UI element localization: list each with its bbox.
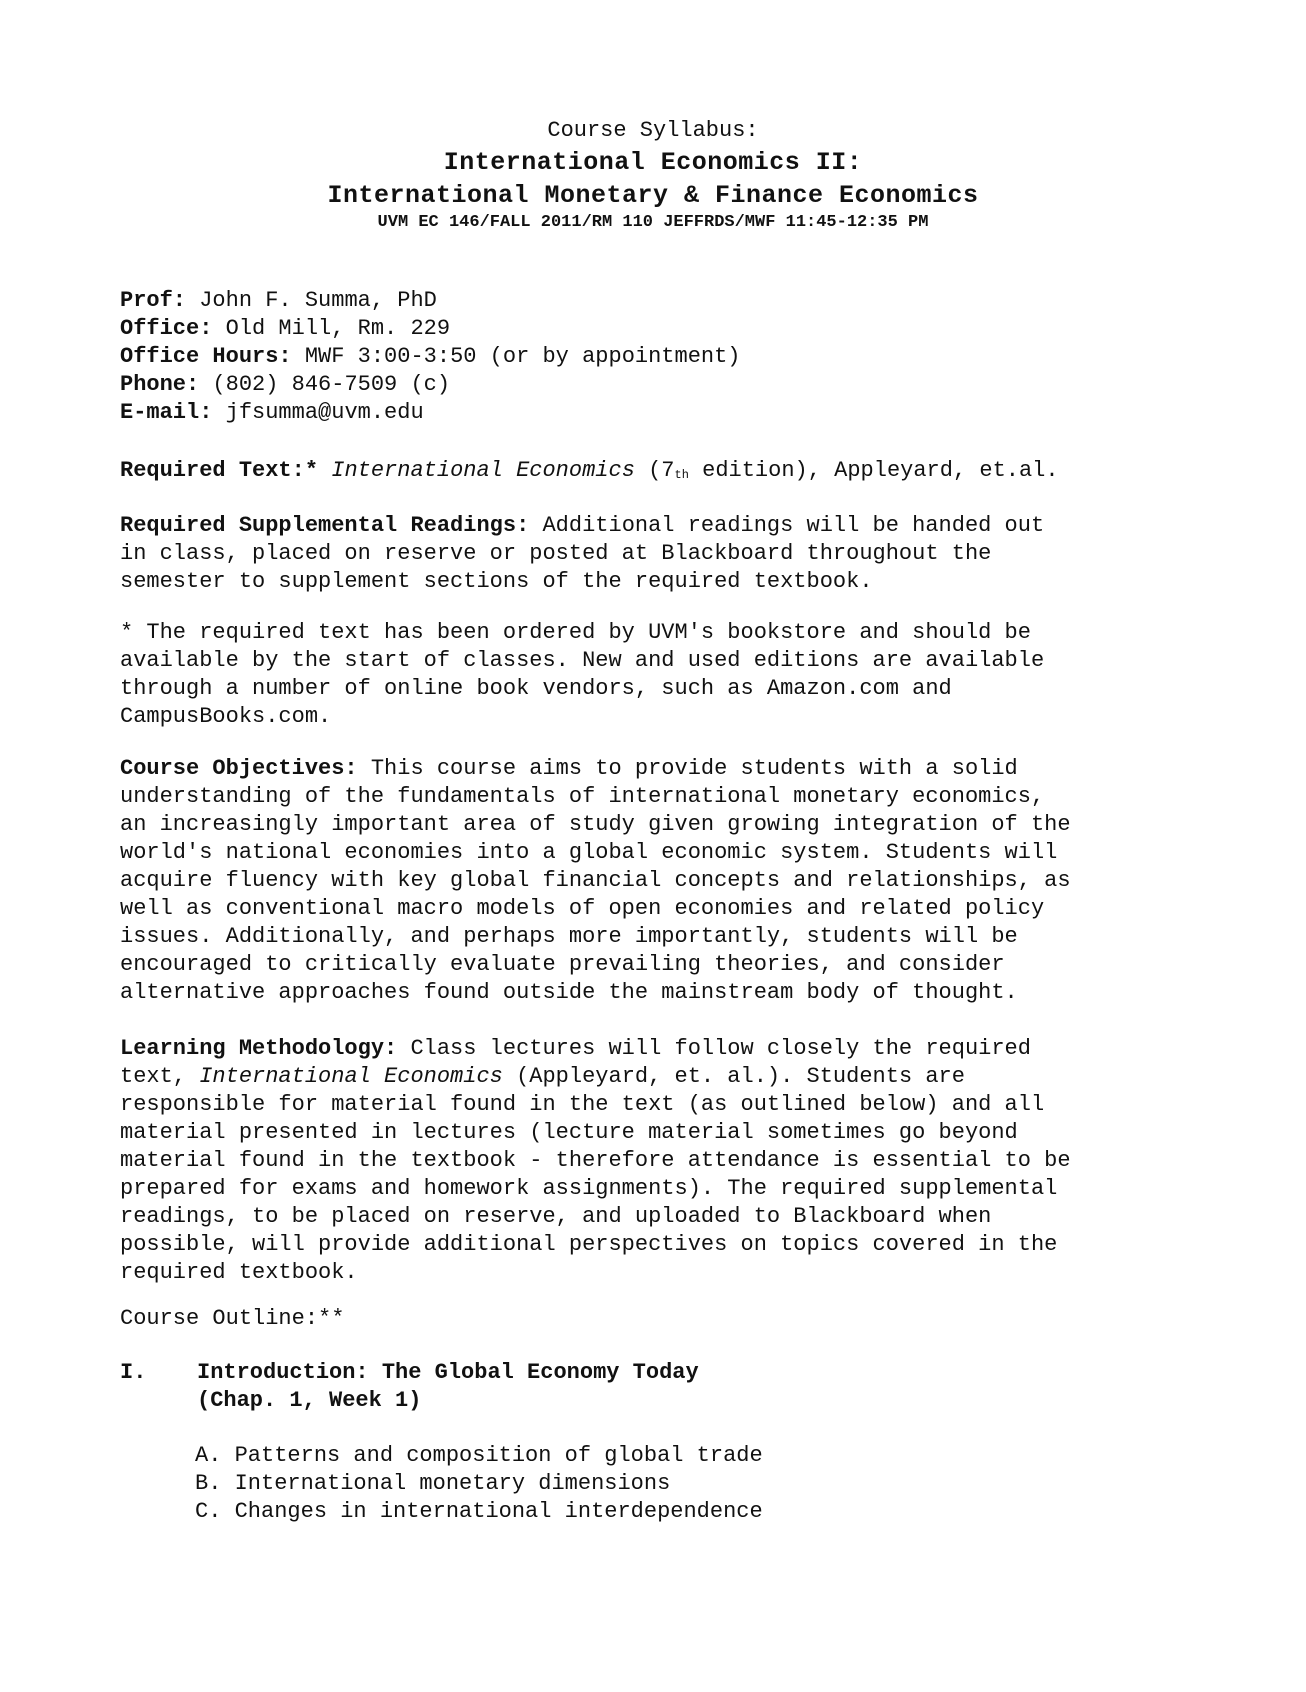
methodology-line-9: required textbook. <box>120 1260 358 1285</box>
methodology-line-1: Class lectures will follow closely the required <box>397 1036 1031 1061</box>
course-outline-heading <box>120 1305 1200 1333</box>
note-line-3: through a number of online book vendors, such as Amazon.com and <box>120 676 952 701</box>
methodology-line-5: material found in the textbook - therefore attendance is essential to be <box>120 1148 1071 1173</box>
email-value: jfsumma@uvm.edu <box>212 400 424 425</box>
objectives-line-6: well as conventional macro models of open economies and related policy <box>120 896 1045 921</box>
objectives-line-3: an increasingly important area of study given growing integration of the <box>120 812 1071 837</box>
note-line-1: * The required text has been ordered by UVM's bookstore and should be <box>120 620 1031 645</box>
note-line-4: CampusBooks.com. <box>120 704 332 729</box>
methodology-line-2-post: (Appleyard, et. al.). Students are <box>502 1064 965 1089</box>
phone-line <box>120 371 1200 399</box>
list-item: B. International monetary dimensions <box>195 1471 671 1496</box>
required-text-edition-sup: th <box>674 468 689 482</box>
section-1-subtitle: (Chap. 1, Week 1) <box>197 1388 422 1413</box>
prof-value: John F. Summa, PhD <box>186 288 437 313</box>
methodology-book-title: International Economics <box>199 1064 503 1089</box>
objectives-line-9: alternative approaches found outside the mainstream body of thought. <box>120 980 1018 1005</box>
header-course-subtitle: International Monetary & Finance Economics <box>327 181 979 210</box>
office-hours-value: MWF 3:00-3:50 (or by appointment) <box>291 344 741 369</box>
objectives-line-7: issues. Additionally, and perhaps more importantly, students will be <box>120 924 1018 949</box>
email-label: E-mail: <box>120 400 213 425</box>
bookstore-note-paragraph <box>120 619 1200 731</box>
outline-section-1-items <box>195 1442 1095 1526</box>
section-1-numeral: I. <box>120 1360 147 1385</box>
office-value: Old Mill, Rm. 229 <box>212 316 451 341</box>
methodology-line-7: readings, to be placed on reserve, and uploaded to Blackboard when <box>120 1204 992 1229</box>
methodology-line-6: prepared for exams and homework assignments). The required supplemental <box>120 1176 1058 1201</box>
office-hours-label: Office Hours: <box>120 344 292 369</box>
objectives-line-2: understanding of the fundamentals of international monetary economics, <box>120 784 1045 809</box>
objectives-line-4: world's national economies into a global economic system. Students will <box>120 840 1058 865</box>
course-outline-label: Course Outline:** <box>120 1306 345 1331</box>
office-hours-line <box>120 343 1200 371</box>
methodology-line-2-pre: text, <box>120 1064 200 1089</box>
phone-label: Phone: <box>120 372 200 397</box>
outline-section-1-heading <box>120 1359 1200 1387</box>
header-course-title: International Economics II: <box>443 148 863 177</box>
objectives-line-8: encouraged to critically evaluate prevailing theories, and consider <box>120 952 1005 977</box>
list-item: C. Changes in international interdependence <box>195 1499 763 1524</box>
outline-section-1-subtitle-block <box>197 1387 1097 1415</box>
objectives-line-5: acquire fluency with key global financial concepts and relationships, as <box>120 868 1071 893</box>
prof-line <box>120 287 1200 315</box>
supplemental-label: Required Supplemental Readings: <box>120 513 530 538</box>
header-course-syllabus: Course Syllabus: <box>547 118 759 143</box>
section-1-title: Introduction: The Global Economy Today <box>197 1360 699 1385</box>
required-text-paragraph <box>120 457 1200 489</box>
header-course-details: UVM EC 146/FALL 2011/RM 110 JEFFRDS/MWF 11:45-12:35 PM <box>377 213 929 232</box>
course-objectives-paragraph <box>120 755 1200 1007</box>
supplemental-line-2: in class, placed on reserve or posted at Blackboard throughout the <box>120 541 992 566</box>
required-text-edition-open: (7 <box>634 458 675 483</box>
phone-value: (802) 846-7509 (c) <box>199 372 451 397</box>
email-line <box>120 399 1200 427</box>
methodology-label: Learning Methodology: <box>120 1036 398 1061</box>
supplemental-line-1: Additional readings will be handed out <box>529 513 1045 538</box>
required-text-edition-close: edition), Appleyard, et.al. <box>688 458 1059 483</box>
office-label: Office: <box>120 316 213 341</box>
office-line <box>120 315 1200 343</box>
objectives-line-1: This course aims to provide students with a solid <box>357 756 1018 781</box>
contact-block <box>120 287 1200 427</box>
list-item: A. Patterns and composition of global trade <box>195 1443 763 1468</box>
methodology-line-8: possible, will provide additional perspectives on topics covered in the <box>120 1232 1058 1257</box>
prof-label: Prof: <box>120 288 187 313</box>
methodology-line-4: material presented in lectures (lecture material sometimes go beyond <box>120 1120 1018 1145</box>
supplemental-readings-paragraph <box>120 512 1200 596</box>
required-text-title: International Economics <box>331 458 635 483</box>
required-text-label: Required Text:* <box>120 458 319 483</box>
note-line-2: available by the start of classes. New and used editions are available <box>120 648 1045 673</box>
learning-methodology-paragraph <box>120 1035 1200 1287</box>
methodology-line-3: responsible for material found in the text (as outlined below) and all <box>120 1092 1045 1117</box>
supplemental-line-3: semester to supplement sections of the required textbook. <box>120 569 873 594</box>
objectives-label: Course Objectives: <box>120 756 358 781</box>
